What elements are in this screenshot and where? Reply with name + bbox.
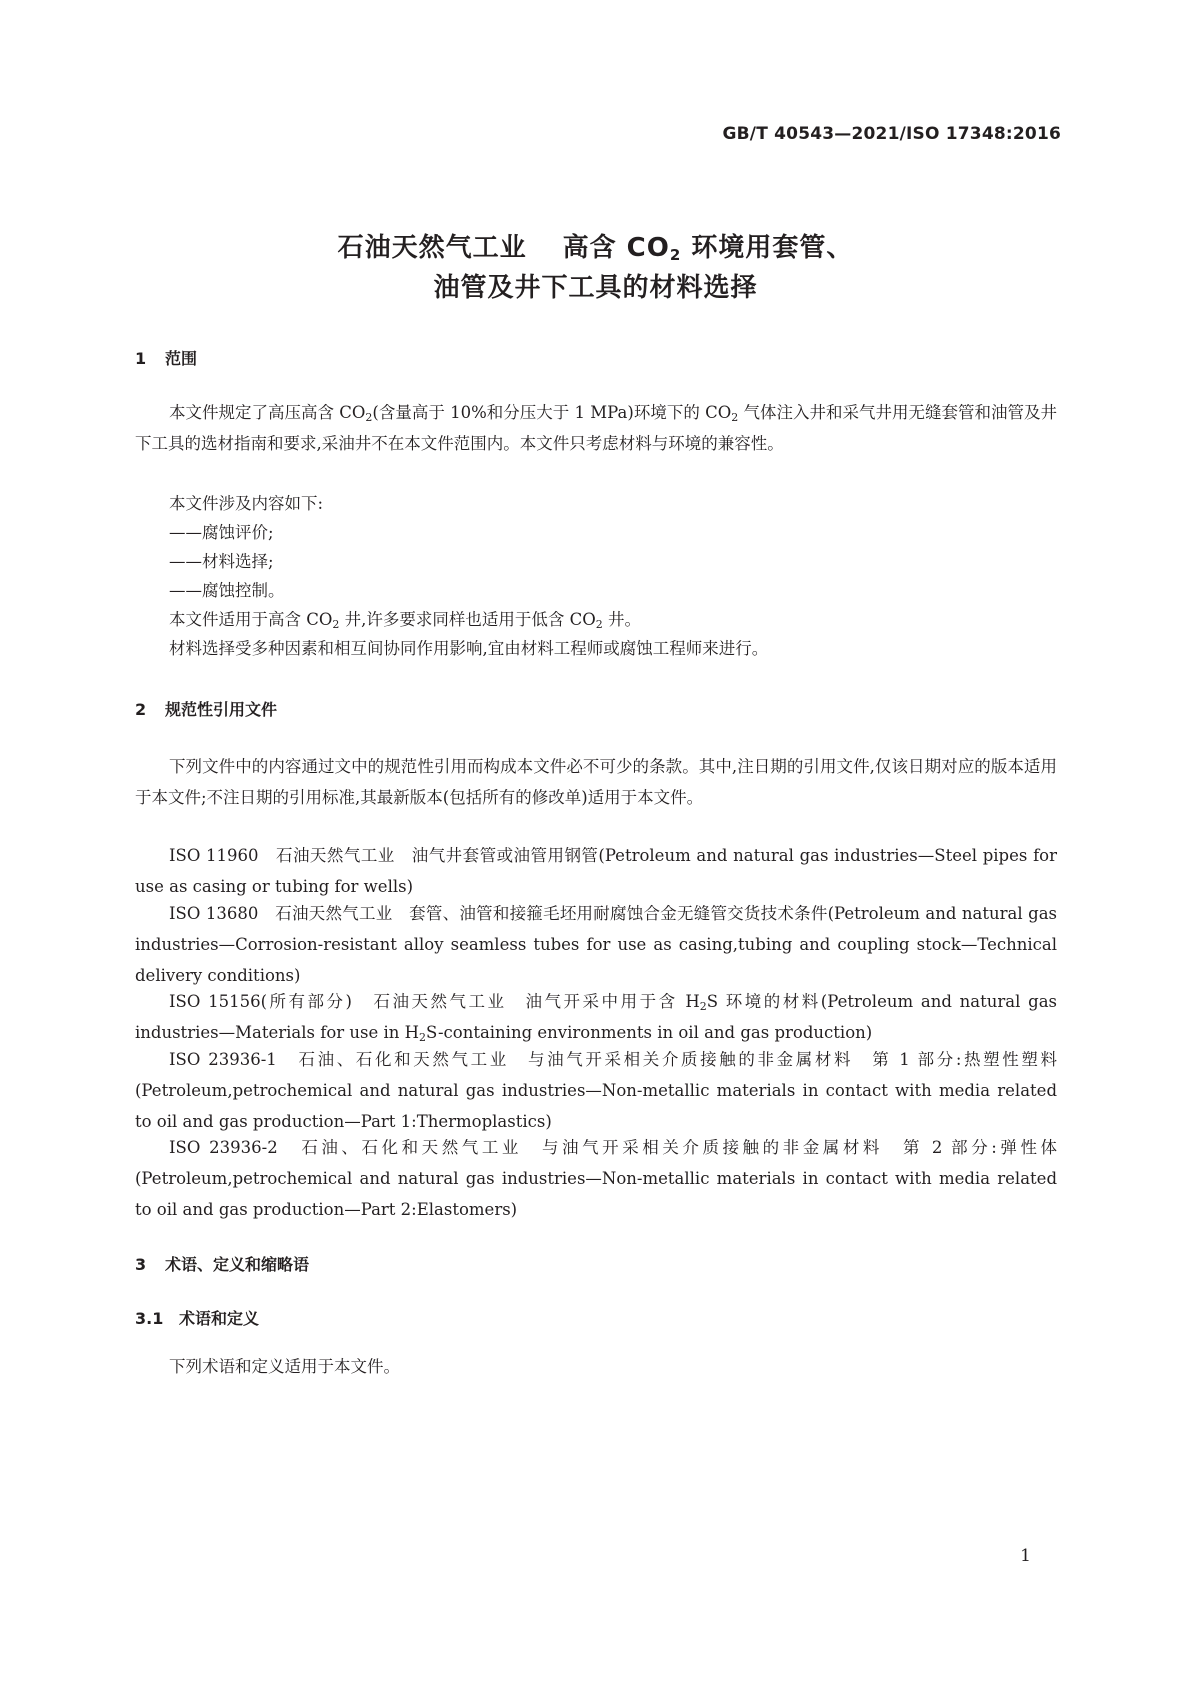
reference-item: ISO 15156(所有部分) 石油天然气工业 油气开采中用于含 $H_2S$ 环境的材料(Petroleum and natural gas industries—Materials for use in $H_2S$-containing environments in oil and gas production) (135, 992, 1057, 1044)
section-title: 术语、定义和缩略语 (165, 1255, 310, 1274)
section-3-1-heading (135, 1306, 259, 1329)
title-part-c: 环境用套管、 (681, 233, 854, 263)
terms-paragraph: 下列术语和定义适用于本文件。 (169, 1357, 400, 1376)
scope-paragraph-3: 本文件适用于高含 $CO_2$ 井,许多要求同样也适用于低含 $CO_2$ 井。 (169, 610, 642, 631)
reference-item: ISO 11960 石油天然气工业 油气井套管或油管用钢管(Petroleum and natural gas industries—Steel pipes for use as casing or tubing for wells) (135, 846, 1057, 896)
normative-intro: 下列文件中的内容通过文中的规范性引用而构成本文件必不可少的条款。其中,注日期的引用文件,仅该日期对应的版本适用于本文件;不注日期的引用标准,其最新版本(包括所有的修改单)适用于本文件。 (135, 757, 1057, 807)
title-part-b: 高含 CO (562, 233, 670, 263)
section-3-heading (135, 1252, 309, 1275)
section-1-heading (135, 346, 197, 369)
section-title: 范围 (165, 349, 198, 368)
list-item: ——腐蚀控制。 (169, 581, 285, 600)
list-item: ——腐蚀评价; (169, 523, 274, 542)
reference-item: ISO 13680 石油天然气工业 套管、油管和接箍毛坯用耐腐蚀合金无缝管交货技术条件(Petroleum and natural gas industries—Corrosion-resistant alloy seamless tubes for use as casing,tubing and coupling stock—Technical delivery conditions) (135, 904, 1057, 985)
title-part-a: 石油天然气工业 (337, 233, 527, 263)
document-title (0, 228, 1191, 308)
scope-paragraph-1: 本文件规定了高压高含 $CO_2$(含量高于 10%和分压大于 1 MPa)环境下的 $CO_2$ 气体注入井和采气井用无缝套管和油管及井下工具的选材指南和要求,采油井不在本文件范围内。本文件只考虑材料与环境的兼容性。 (135, 403, 1057, 453)
standard-code: GB/T 40543—2021/ISO 17348:2016 (722, 124, 1061, 144)
section-title: 规范性引用文件 (165, 700, 278, 719)
reference-item: ISO 23936-2 石油、石化和天然气工业 与油气开采相关介质接触的非金属材料 第 2 部分:弹性体(Petroleum,petrochemical and natural gas industries—Non-metallic materials in contact with media related to oil and gas production—Part 2:Elastomers) (135, 1138, 1057, 1219)
reference-item: ISO 23936-1 石油、石化和天然气工业 与油气开采相关介质接触的非金属材料 第 1 部分:热塑性塑料(Petroleum,petrochemical and natural gas industries—Non-metallic materials in contact with media related to oil and gas production—Part 1:Thermoplastics) (135, 1050, 1057, 1131)
section-number: 3.1 (135, 1309, 164, 1328)
scope-paragraph-2: 本文件涉及内容如下: (169, 494, 324, 513)
section-number: 1 (135, 349, 147, 368)
section-number: 2 (135, 700, 147, 719)
title-subscript: 2 (669, 246, 682, 264)
page-number: 1 (1020, 1546, 1031, 1566)
list-item: ——材料选择; (169, 552, 274, 571)
section-title: 术语和定义 (179, 1309, 260, 1328)
section-number: 3 (135, 1255, 147, 1274)
scope-paragraph-4: 材料选择受多种因素和相互间协同作用影响,宜由材料工程师或腐蚀工程师来进行。 (169, 639, 769, 658)
section-2-heading (135, 697, 277, 720)
title-line-2: 油管及井下工具的材料选择 (433, 273, 758, 303)
title-line-1 (0, 228, 1191, 268)
